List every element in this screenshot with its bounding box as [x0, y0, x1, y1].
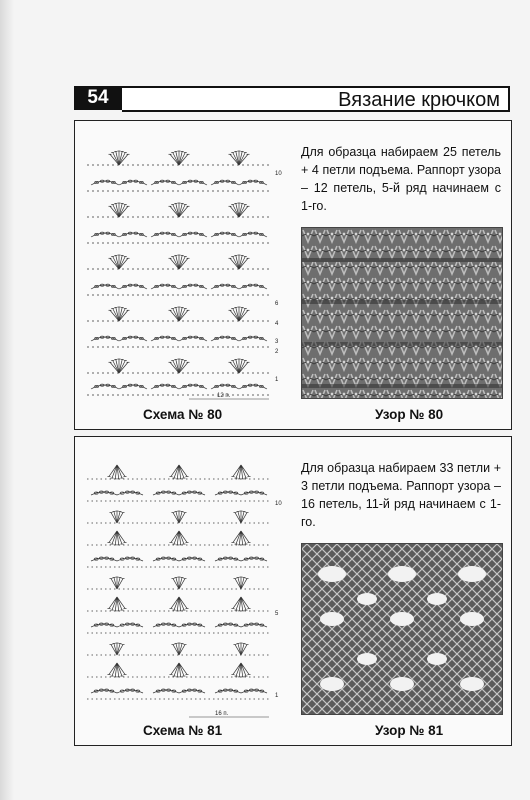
- pattern-panel-81: [74, 436, 512, 746]
- crochet-chart-80: [79, 129, 289, 411]
- row-label: 6: [275, 301, 279, 307]
- row-label: 10: [275, 501, 282, 507]
- crochet-chart-81: [79, 445, 289, 727]
- pattern-panel-80: [74, 120, 512, 430]
- row-label: 1: [275, 693, 279, 699]
- pattern-description: Для образца набираем 33 петли + 3 петли подъема. Раппорт узора – 16 петель, 11-й ряд начинаем с 1-го.: [301, 461, 501, 529]
- row-label: 4: [275, 321, 279, 327]
- pattern-photo-80: [301, 227, 503, 399]
- scheme-caption: Схема № 80: [143, 407, 223, 422]
- pattern-photo-81: [301, 543, 503, 715]
- row-label: 1: [275, 377, 279, 383]
- header-frame: [122, 86, 510, 112]
- pattern-caption: Узор № 81: [375, 723, 444, 738]
- page-header: [74, 86, 510, 110]
- scheme-caption: Схема № 81: [143, 723, 223, 738]
- row-label: 5: [275, 611, 279, 617]
- row-label-10: 10: [275, 171, 282, 177]
- section-title: Вязание крючком: [338, 89, 500, 111]
- repeat-label: 12 п.: [217, 393, 231, 399]
- repeat-label: 16 п.: [215, 711, 229, 717]
- row-label: 2: [275, 349, 279, 355]
- page-number: 54: [74, 86, 122, 110]
- page-binding-shadow: [0, 0, 14, 800]
- row-label: 3: [275, 339, 279, 345]
- pattern-description: Для образца набираем 25 петель + 4 петли подъема. Раппорт узора – 12 петель, 5-й ряд начинаем с 1-го.: [301, 145, 501, 213]
- pattern-caption: Узор № 80: [375, 407, 444, 422]
